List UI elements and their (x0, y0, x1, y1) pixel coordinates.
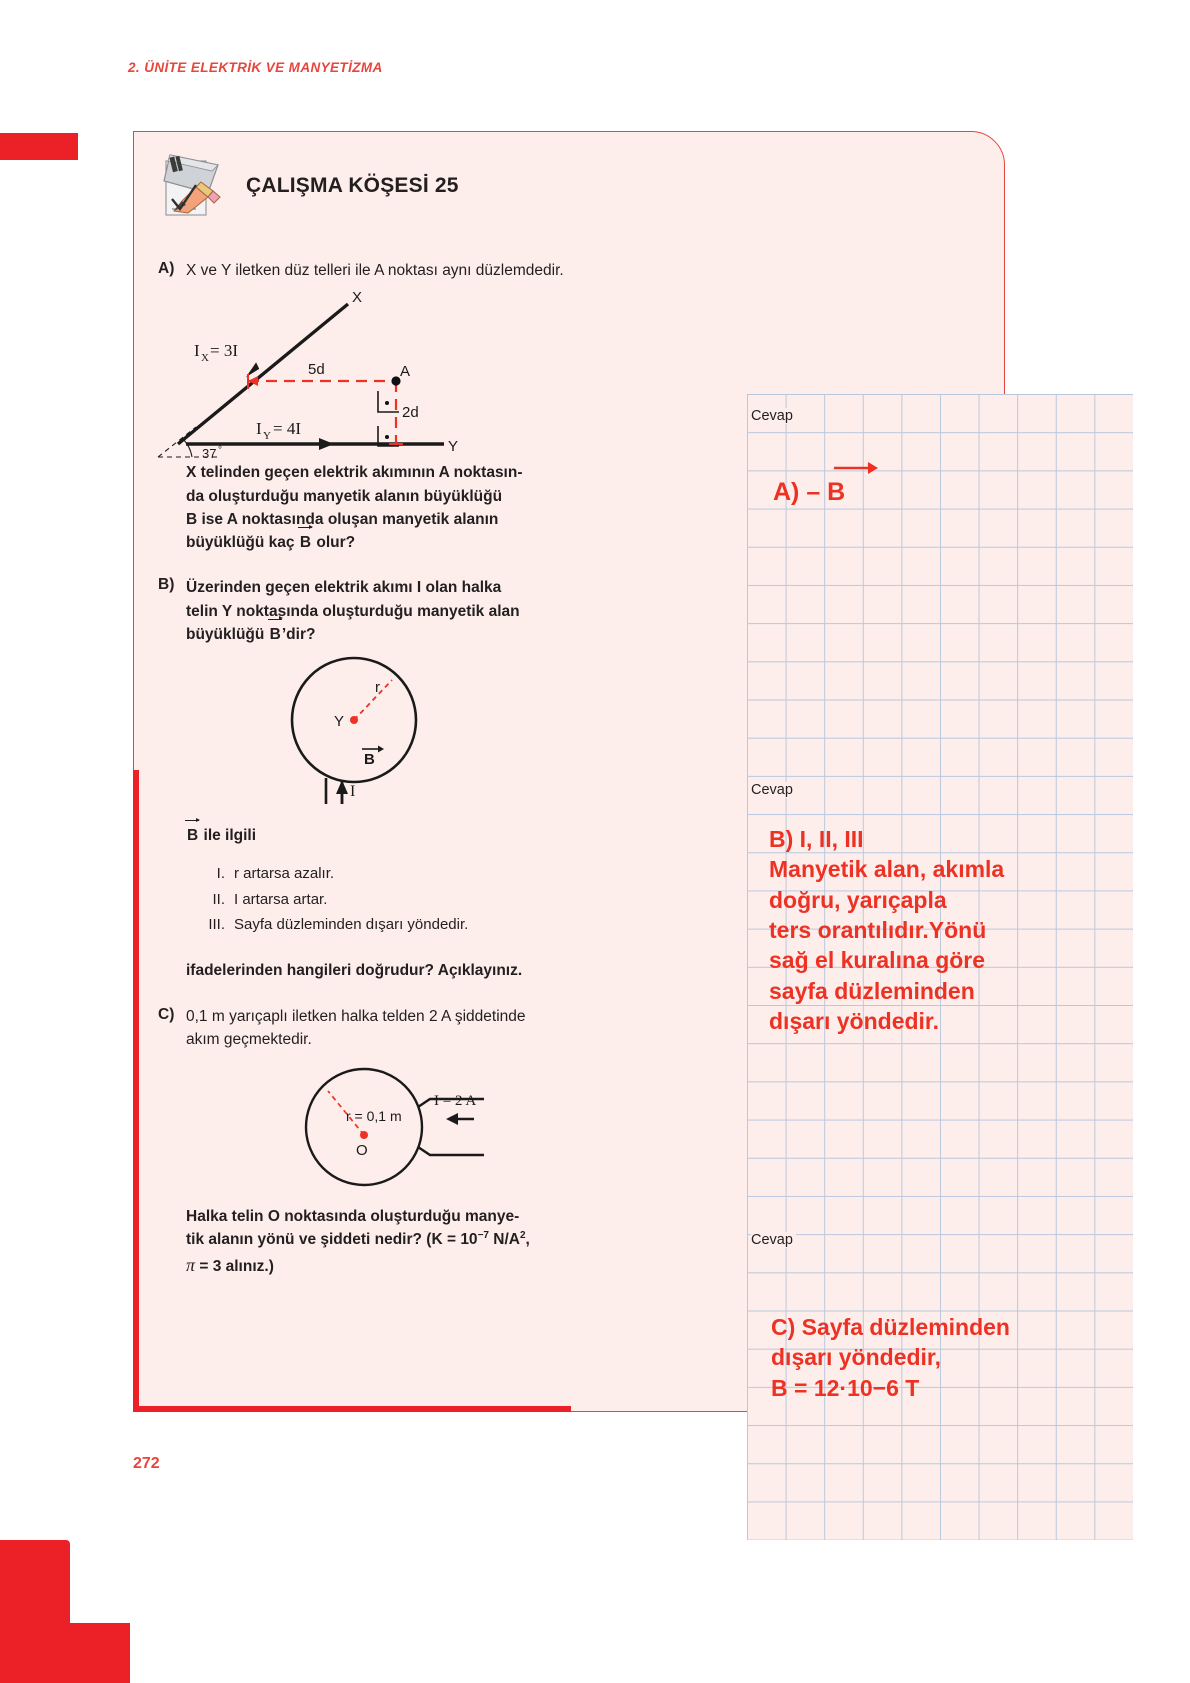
svg-text:X: X (201, 352, 209, 365)
questions-column (156, 260, 626, 1283)
svg-text:I: I (256, 419, 262, 439)
answer-b-line-4: ters orantılıdır.Yönü (769, 917, 987, 944)
svg-text:r: r (375, 679, 380, 697)
svg-text:Y: Y (448, 438, 459, 456)
area-exponent: 2 (519, 1230, 526, 1242)
answer-b-line-7: dışarı yöndedir. (769, 1008, 939, 1035)
svg-text:Y: Y (334, 713, 345, 731)
svg-text:37: 37 (202, 446, 217, 462)
vector-b-symbol: B (299, 531, 312, 554)
list-item-number: II. (212, 890, 225, 908)
answer-b-line-5: sağ el kuralına göre (769, 947, 986, 974)
page-edge-mark-top (0, 133, 78, 160)
question-b-prompt-2: telin Y noktasında oluşturduğu manyetik alan (186, 602, 520, 620)
card-accent-bottom-bar (133, 1406, 571, 1412)
question-c-prompt-1: 0,1 m yarıçaplı iletken halka telden 2 A şiddetinde (186, 1008, 526, 1026)
answer-c-line-3: B = 12·10−6 T (771, 1374, 920, 1401)
svg-text:O: O (356, 1142, 368, 1160)
answer-a-text: A) – B (773, 478, 846, 506)
svg-text:I: I (350, 783, 356, 801)
question-b-prompt-3: büyüklüğü B’dir? (186, 623, 520, 646)
question-c-units: N/A (493, 1231, 520, 1249)
svg-text:I: I (194, 341, 200, 361)
statement-list (200, 861, 626, 937)
list-item-text: r artarsa azalır. (234, 865, 335, 883)
question-a-bold-3: B ise A noktasında oluşan manyetik alanın (186, 510, 499, 528)
answers-column (747, 394, 1133, 1540)
question-c-letter: C) (158, 1006, 175, 1024)
question-c-comma: , (525, 1231, 530, 1249)
question-a-prompt: X ve Y iletken düz telleri ile A noktası aynı düzlemdedir. (186, 262, 564, 279)
list-item-number: I. (216, 865, 225, 883)
list-item-text: Sayfa düzleminden dışarı yöndedir. (234, 915, 469, 933)
vector-b-symbol-2: B (269, 623, 282, 646)
question-b-subheading-text: ile ilgili (199, 827, 257, 845)
current-loop-figure (156, 652, 626, 822)
question-c-bold-2-text: tik alanın yönü ve şiddeti nedir? (K = 10 (186, 1231, 478, 1249)
page-title: ÇALIŞMA KÖŞESİ 25 (246, 174, 459, 197)
answer-b-line-6: sayfa düzleminden (769, 977, 975, 1004)
question-a-letter: A) (158, 260, 175, 277)
question-b-subheading (186, 824, 591, 847)
answer-c-line-1: C) Sayfa düzleminden (771, 1314, 1010, 1340)
answer-c-line-2: dışarı yöndedir, (771, 1344, 941, 1371)
answer-b-line-2: Manyetik alan, akımla (769, 856, 1005, 883)
question-b-letter: B) (158, 576, 175, 594)
svg-text:Y: Y (263, 430, 271, 443)
answer-b-line-1: B) I, II, III (769, 826, 864, 852)
answer-b-text (769, 824, 1004, 1037)
two-straight-wires-figure (156, 286, 626, 461)
question-a-bold-4: büyüklüğü kaç B olur? (186, 531, 591, 554)
question-b-prompt-1: Üzerinden geçen elektrik akımı I olan halka (186, 579, 502, 597)
svg-text:= 3I: = 3I (210, 341, 238, 361)
answer-b-label: Cevap (751, 782, 796, 798)
page-edge-mark-bottom (0, 1540, 70, 1683)
card-accent-left-bar (133, 770, 139, 1412)
answer-c-text (771, 1312, 1010, 1403)
question-c-bold-1: Halka telin O noktasında oluşturduğu manye- (186, 1208, 520, 1226)
question-a (156, 260, 626, 554)
answer-b-line-3: doğru, yarıçapla (769, 886, 947, 913)
list-item-text: I artarsa artar. (234, 890, 328, 908)
svg-text:= 4I: = 4I (273, 419, 301, 439)
question-a-bold-2: da oluşturduğu manyetik alanın büyüklüğü (186, 487, 503, 505)
svg-text:A: A (400, 363, 411, 381)
svg-text:5d: 5d (308, 361, 325, 379)
list-item (200, 861, 626, 886)
vector-arrow-icon (832, 456, 878, 474)
question-c-bold-3 (186, 1252, 591, 1279)
answer-a-label: Cevap (751, 408, 796, 424)
pi-symbol: π (186, 1254, 196, 1275)
question-b-closing: ifadelerinden hangileri doğrudur? Açıklayınız. (186, 962, 523, 980)
question-b (156, 576, 626, 982)
notepad-pencil-icon (156, 147, 230, 225)
svg-text:X: X (352, 289, 363, 307)
list-item (200, 912, 626, 937)
list-item (200, 887, 626, 912)
svg-text:I = 2 A: I = 2 A (434, 1093, 477, 1110)
running-head: 2. ÜNİTE ELEKTRİK VE MANYETİZMA (128, 60, 383, 75)
question-a-bold-4-text: büyüklüğü kaç (186, 534, 299, 552)
question-c-bold-2 (186, 1228, 591, 1251)
question-a-bold-1: X telinden geçen elektrik akımının A noktasın- (186, 464, 523, 482)
worksheet-card (133, 131, 1010, 1412)
answer-c-label: Cevap (751, 1232, 796, 1248)
page-number: 272 (133, 1455, 160, 1472)
question-c (156, 1006, 626, 1279)
vector-b-symbol-3: B (186, 824, 199, 847)
list-item-number: III. (208, 915, 225, 933)
svg-text:B: B (364, 751, 375, 769)
worksheet-header (156, 147, 459, 225)
svg-text:r = 0,1 m: r = 0,1 m (346, 1108, 402, 1125)
k-exponent: −7 (477, 1230, 489, 1242)
svg-text:2d: 2d (402, 404, 419, 422)
ring-conductor-figure (156, 1055, 626, 1205)
question-c-prompt-2: akım geçmektedir. (186, 1030, 312, 1048)
svg-text:°: ° (218, 445, 222, 457)
question-c-bold-3-text: = 3 alınız.) (199, 1257, 274, 1275)
